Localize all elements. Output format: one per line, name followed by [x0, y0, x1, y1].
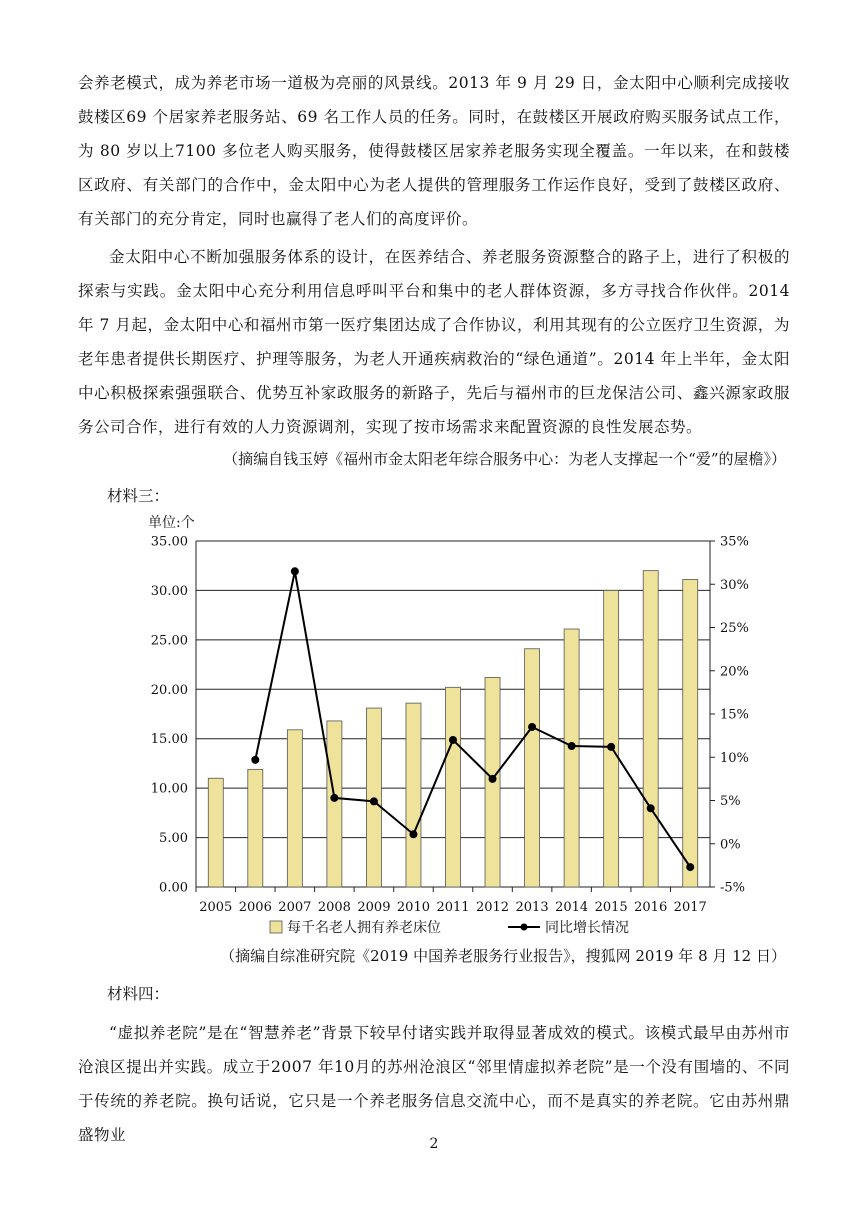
growth-point [409, 830, 417, 838]
growth-point [686, 863, 694, 871]
right-axis-tick-label: 10% [720, 750, 749, 766]
legend-line-label: 同比增长情况 [545, 920, 629, 936]
bar [683, 580, 698, 887]
bar [525, 649, 540, 887]
x-axis-tick-label: 2017 [673, 900, 707, 915]
x-axis-tick-label: 2015 [594, 900, 628, 915]
x-axis-tick-label: 2012 [475, 900, 510, 915]
growth-point [568, 742, 576, 750]
material-4-label: 材料四： [107, 985, 170, 1003]
left-axis-tick-label: 5.00 [159, 831, 188, 847]
bar [446, 687, 461, 887]
chart-unit-label: 单位:个 [148, 515, 195, 531]
bar [287, 730, 302, 887]
x-axis-tick-label: 2011 [436, 900, 470, 915]
x-axis-tick-label: 2014 [555, 900, 589, 915]
x-axis-tick-label: 2009 [357, 900, 391, 915]
growth-point [330, 794, 338, 802]
right-axis-tick-label: -5% [720, 880, 746, 896]
growth-point [607, 743, 615, 751]
growth-line [255, 571, 690, 867]
bar [327, 721, 342, 887]
right-axis-tick-label: 5% [720, 794, 741, 809]
source-citation-2: （摘编自综准研究院《2019 中国养老服务行业报告》，搜狐网 2019 年 8 月 12 日） [220, 947, 786, 965]
growth-point [251, 756, 259, 764]
bar [604, 590, 619, 887]
right-axis-tick-label: 35% [720, 534, 749, 550]
growth-point [528, 723, 536, 731]
growth-point [449, 736, 457, 744]
bed-growth-chart [120, 508, 760, 940]
x-axis-tick-label: 2010 [396, 900, 431, 915]
x-axis-tick-label: 2006 [238, 900, 272, 915]
paragraph-1: 会养老模式，成为养老市场一道极为亮丽的风景线。2013 年 9 月 29 日，金太阳中心顺利完成接收鼓楼区69 个居家养老服务站、69 名工作人员的任务。同时，在鼓楼区开展政府购买服务试点工作，为 80 岁以上7100 多位老人购买服务，使得鼓楼区居家养老服务实现全覆盖。一年以来，在和鼓楼区政府、有关部门的合作中，金太阳中心为老人提供的管理服务工作运作良好，受到了鼓楼区政府、有关部门的充分肯定，同时也赢得了老人们的高度评价。 [78, 74, 790, 228]
legend-line-marker [521, 924, 528, 931]
page-number: 2 [429, 1136, 439, 1152]
bar [208, 778, 223, 887]
paragraph-4: “虚拟养老院”是在“智慧养老”背景下较早付诸实践并取得显著成效的模式。该模式最早由苏州市沧浪区提出并实践。成立于2007 年10月的苏州沧浪区“邻里情虚拟养老院”是一个没有围墙的、不同于传统的养老院。换句话说，它只是一个养老服务信息交流中心，而不是真实的养老院。它由苏州鼎盛物业 [78, 1024, 790, 1144]
bar [406, 703, 421, 887]
growth-point [370, 797, 378, 805]
legend-bar-swatch [270, 921, 282, 933]
x-axis-tick-label: 2005 [199, 900, 233, 915]
left-axis-tick-label: 0.00 [159, 880, 188, 896]
right-axis-tick-label: 15% [720, 707, 749, 723]
left-axis-tick-label: 35.00 [150, 534, 188, 550]
left-axis-tick-label: 15.00 [150, 732, 188, 748]
right-axis-tick-label: 0% [720, 837, 741, 853]
growth-point [647, 804, 655, 812]
growth-point [291, 567, 299, 575]
right-axis-tick-label: 30% [720, 577, 749, 593]
bar [643, 571, 658, 887]
source-citation-1: （摘编自钱玉婷《福州市金太阳老年综合服务中心：为老人支撑起一个“爱”的屋檐》） [223, 450, 786, 468]
paragraph-2: 金太阳中心不断加强服务体系的设计，在医养结合、养老服务资源整合的路子上，进行了积极的探索与实践。金太阳中心充分利用信息呼叫平台和集中的老人群体资源，多方寻找合作伙伴。2014 年 7 月起，金太阳中心和福州市第一医疗集团达成了合作协议，利用其现有的公立医疗卫生资源，为老年患者提供长期医疗、护理等服务，为老人开通疾病救治的“绿色通道”。2014 年上半年，金太阳中心积极探索强强联合、优势互补家政服务的新路子，先后与福州市的巨龙保洁公司、鑫兴源家政服务公司合作，进行有效的人力资源调剂，实现了按市场需求来配置资源的良性发展态势。 [78, 248, 790, 436]
x-axis-tick-label: 2013 [515, 900, 549, 915]
growth-point [489, 775, 497, 783]
bar [248, 769, 263, 887]
left-axis-tick-label: 30.00 [150, 583, 188, 599]
x-axis-tick-label: 2007 [278, 900, 312, 915]
right-axis-tick-label: 20% [720, 664, 749, 680]
legend-bar-label: 每千名老人拥有养老床位 [287, 920, 441, 936]
material-3-label: 材料三： [107, 487, 170, 505]
left-axis-tick-label: 25.00 [150, 633, 188, 649]
bar [564, 629, 579, 887]
x-axis-tick-label: 2008 [317, 900, 351, 915]
x-axis-tick-label: 2016 [634, 900, 668, 915]
left-axis-tick-label: 20.00 [150, 682, 188, 698]
right-axis-tick-label: 25% [720, 621, 749, 636]
left-axis-tick-label: 10.00 [150, 781, 188, 797]
